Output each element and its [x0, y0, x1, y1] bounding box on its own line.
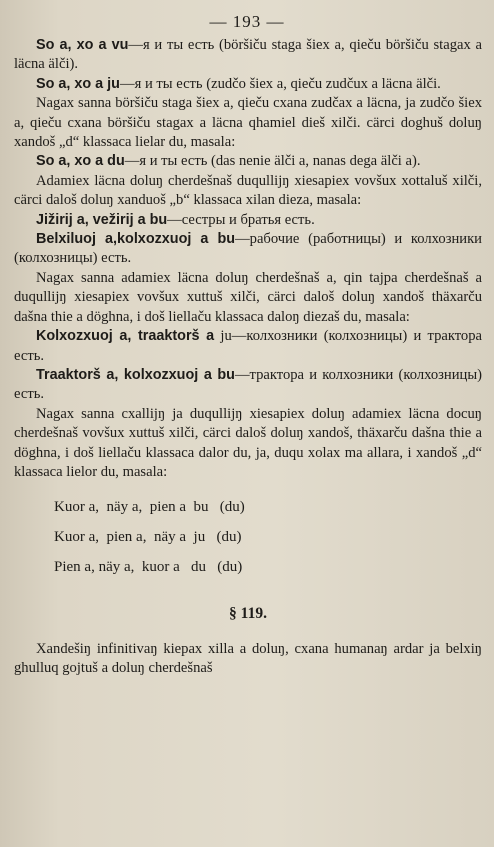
example-phrase: Jižirij a, vežirij a bu: [36, 211, 168, 228]
example-phrase: So a, xo a ju: [36, 75, 120, 92]
paragraph-5: Adamiex läcna doluŋ cherdešnaš duqullijŋ xiesapiex vovšux xottaluš xilči, cärci daloš doluŋ xanduoš „b“ klassaca xilan dieza, masala:: [14, 172, 482, 209]
example-phrase: Kolxozxuoj a, traaktorš a: [36, 328, 215, 345]
page-number: — 193 —: [209, 12, 285, 31]
translation: ju—колхозники (колхозницы) и трактора есть.: [14, 328, 482, 364]
translation: —я и ты есть (böršiču staga šiex a, qieču böršiču stagax a läcna älči).: [14, 37, 482, 73]
example-phrase: So a, xo a vu: [36, 37, 129, 53]
translation: —сестры и братья есть.: [167, 211, 315, 228]
example-phrase: So a, xo a du: [36, 153, 125, 170]
paragraph-1: [14, 36, 482, 75]
translation: —рабочие (работницы) и колхозники (колхозницы) есть.: [14, 231, 482, 267]
example-phrase: Belxiluoj a,kolxozxuoj a bu: [36, 231, 236, 248]
paragraph-2: [14, 75, 482, 94]
example-line: Kuor a, näy a, pien a bu (du): [54, 499, 245, 516]
paragraph-10: [14, 366, 482, 405]
section-heading: § 119.: [229, 605, 267, 623]
paragraph-4: [14, 152, 482, 171]
paragraph-6: [14, 211, 482, 230]
page-body: [14, 36, 482, 679]
example-line: Pien a, näy a, kuor a du (du): [54, 559, 243, 576]
translation: —я и ты есть (das nenie älči a, nanas dega älči a).: [124, 153, 421, 170]
example-line: Kuor a, pien a, näy a ju (du): [54, 529, 242, 546]
example-phrase: Traaktorš a, kolxozxuoj a bu: [36, 366, 235, 383]
paragraph-3: Nagax sanna böršiču staga šiex a, qieču cxana zudčax a läcna, ja zudčo šiex a, qieču cxana böršiču stagax a läcna qhamiel dieš xilči. cärci doghuš doluŋ xandoš „d“ klassaca lielar du, masala:: [14, 95, 482, 151]
paragraph-9: [14, 327, 482, 366]
paragraph-7: [14, 230, 482, 269]
paragraph-12: Xandešiŋ infinitivaŋ kiepax xilla a doluŋ, cxana humanaŋ ardar ja belxiŋ ghulluq gojtuš a doluŋ cherdešnaš: [14, 640, 482, 677]
translation: —я и ты есть (zudčo šiex a, qieču zudčux a läcna älči.: [119, 75, 441, 92]
paragraph-8: Nagax sanna adamiex läcna doluŋ cherdešnaš a, qin tajpa cherdešnaš a duqullijŋ xiesapiex vovšux xuttuš xilči, cärci daloš doluŋ xandoš thäxarču dašna thie a döghna, i doš liellaču klassaca daloŋ diezaš du, masala:: [14, 269, 482, 325]
example-list: [54, 492, 482, 582]
translation: —трактора и колхозники (колхозницы) есть.: [14, 366, 482, 403]
paragraph-11: Nagax sanna cxallijŋ ja duqullijŋ xiesapiex doluŋ adamiex läcna docuŋ cherdešnaš vovšux xuttuš xilči, cärci daloš doluŋ xandoš, thäxarču dašna thie a döghna, i doš liellaču klassaca dalor du, ja, duqu xolax ma allara, i xandoš „d“ klassaca lielor du, masala:: [14, 405, 482, 480]
